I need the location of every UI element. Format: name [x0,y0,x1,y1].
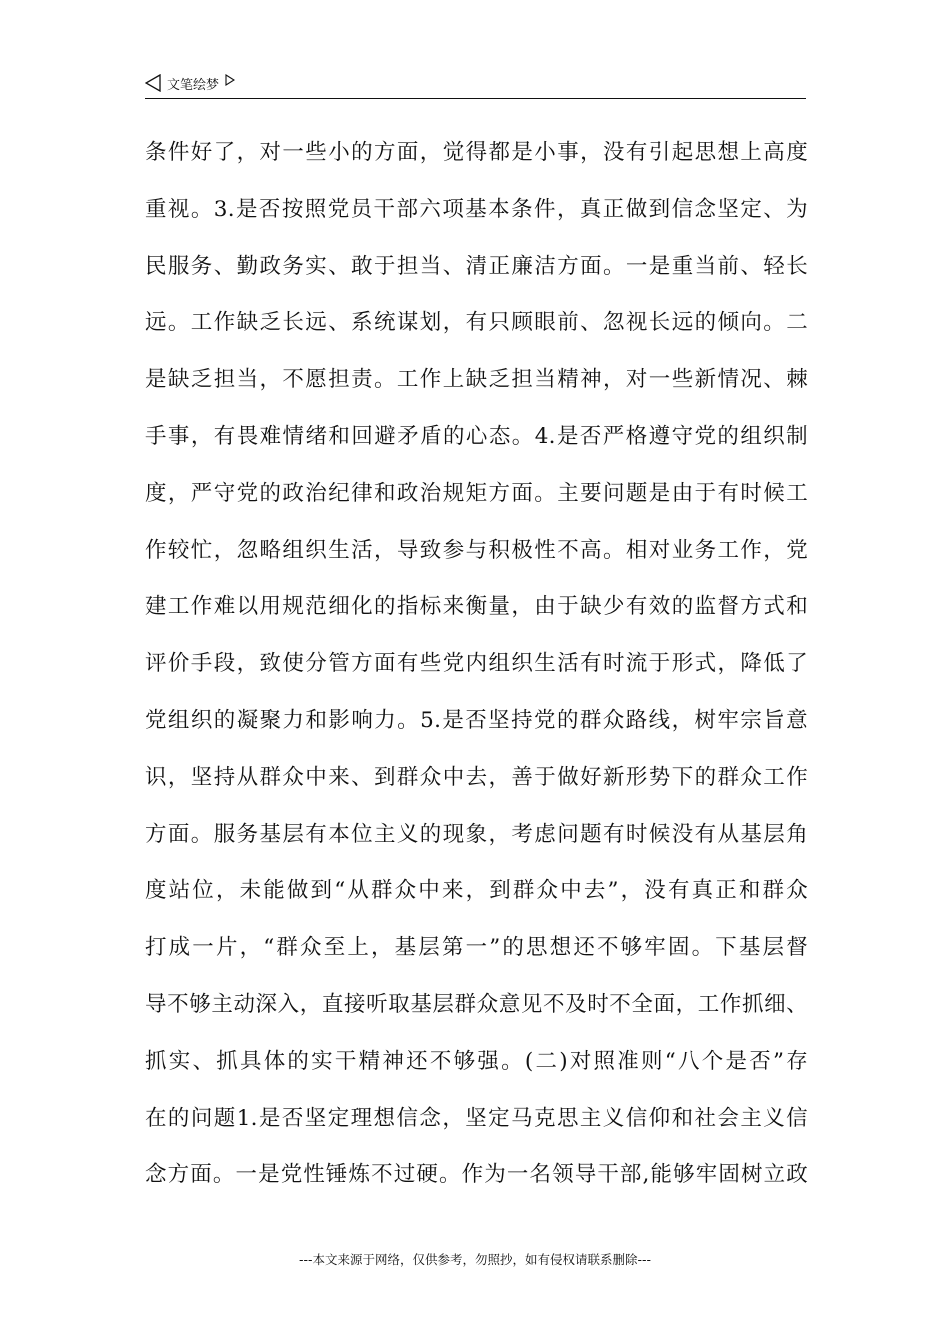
footer-notice: ---本文来源于网络，仅供参考，勿照抄，如有侵权请联系删除--- [298,1252,652,1267]
text-line: 评价手段，致使分管方面有些党内组织生活有时流于形式，降低了 [145,651,808,677]
text-line: 作较忙，忽略组织生活，导致参与积极性不高。相对业务工作，党 [145,537,808,563]
text-line: 条件好了，对一些小的方面，觉得都是小事，没有引起思想上高度 [145,140,808,165]
text-line: 在的问题1.是否坚定理想信念，坚定马克思主义信仰和社会主义信 [145,1105,808,1131]
text-line: 打成一片，“群众至上，基层第一”的思想还不够牢固。下基层督 [145,935,808,961]
text-line: 建工作难以用规范细化的指标来衡量，由于缺少有效的监督方式和 [145,594,808,620]
triangle-right-icon [225,74,235,86]
text-line: 方面。服务基层有本位主义的现象，考虑问题有时候没有从基层角 [145,821,808,847]
body-text [145,125,808,1204]
text-line: 党组织的凝聚力和影响力。5.是否坚持党的群众路线，树牢宗旨意 [145,707,808,733]
text-line: 是缺乏担当，不愿担责。工作上缺乏担当精神，对一些新情况、棘 [145,367,808,393]
text-line: 民服务、勤政务实、敢于担当、清正廉洁方面。一是重当前、轻长 [145,253,808,279]
text-line: 念方面。一是党性锤炼不过硬。作为一名领导干部,能够牢固树立政 [145,1162,808,1188]
text-line: 度，严守党的政治纪律和政治规矩方面。主要问题是由于有时候工 [145,480,808,506]
text-line: 远。工作缺乏长远、系统谋划，有只顾眼前、忽视长远的倾向。二 [145,310,808,336]
text-line: 手事，有畏难情绪和回避矛盾的心态。4.是否严格遵守党的组织制 [145,423,808,449]
text-line: 重视。3.是否按照党员干部六项基本条件，真正做到信念坚定、为 [145,196,808,222]
triangle-left-icon [145,74,161,92]
text-line: 抓实、抓具体的实干精神还不够强。(二)对照准则“八个是否”存 [145,1048,808,1074]
text-line: 识，坚持从群众中来、到群众中去，善于做好新形势下的群众工作 [145,764,808,790]
text-line: 度站位，未能做到“从群众中来，到群众中去”，没有真正和群众 [145,878,808,904]
text-line: 导不够主动深入，直接听取基层群众意见不及时不全面，工作抓细、 [145,991,808,1017]
header-rule [145,98,806,99]
header-brand: 文笔绘梦 [167,77,220,93]
page-header [145,72,235,94]
